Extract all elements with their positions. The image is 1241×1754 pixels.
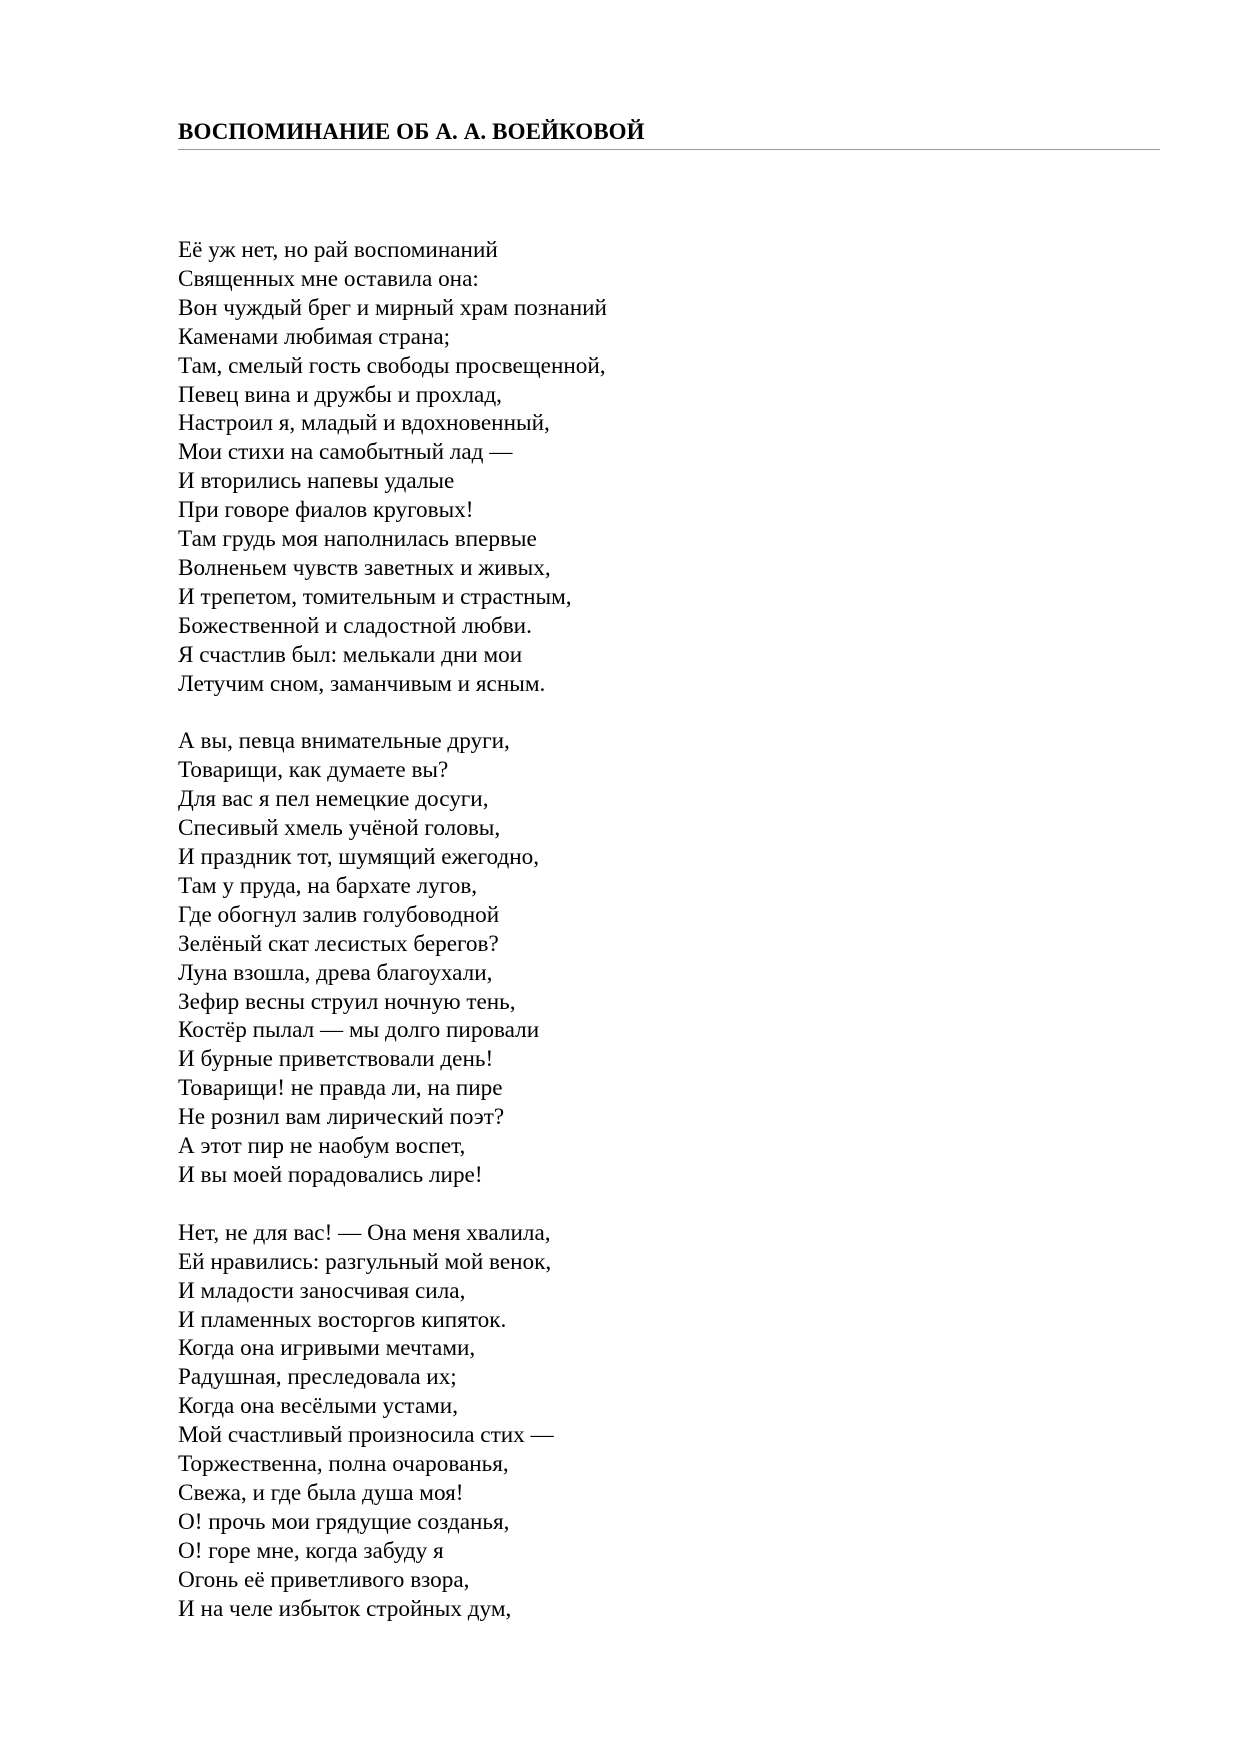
poem-line: Торжественна, полна очарованья, xyxy=(178,1451,509,1478)
poem-line: Ей нравились: разгульный мой венок, xyxy=(178,1248,552,1275)
poem-line: Товарищи! не правда ли, на пире xyxy=(178,1075,503,1102)
stanza xyxy=(178,1219,1078,1624)
poem-line: И вторились напевы удалые xyxy=(178,468,455,495)
poem-line: Когда она игривыми мечтами, xyxy=(178,1335,476,1362)
poem-line: Я счастлив был: мелькали дни мои xyxy=(178,641,523,668)
stanza xyxy=(178,236,1078,699)
poem-line: Божественной и сладостной любви. xyxy=(178,612,532,639)
poem-line: Для вас я пел немецкие досуги, xyxy=(178,786,489,813)
poem-line: А этот пир не наобум воспет, xyxy=(178,1133,466,1160)
poem-line: Настроил я, младый и вдохновенный, xyxy=(178,410,550,437)
poem-line: О! горе мне, когда забуду я xyxy=(178,1537,444,1564)
stanza xyxy=(178,727,1078,1190)
poem-line: И на челе избыток стройных дум, xyxy=(178,1595,512,1622)
poem-line: Летучим сном, заманчивым и ясным. xyxy=(178,670,546,697)
poem-line: Зелёный скат лесистых берегов? xyxy=(178,930,499,957)
poem-line: Её уж нет, но рай воспоминаний xyxy=(178,237,498,263)
poem-line: Свежа, и где была душа моя! xyxy=(178,1479,464,1506)
poem-line: И младости заносчивая сила, xyxy=(178,1277,466,1304)
poem-line: О! прочь мои грядущие созданья, xyxy=(178,1508,510,1535)
page-header xyxy=(178,117,1160,150)
poem-line: И вы моей порадовались лире! xyxy=(178,1161,483,1188)
poem-line: Каменами любимая страна; xyxy=(178,323,451,350)
poem-body xyxy=(178,236,1078,1652)
poem-line: Нет, не для вас! — Она меня хвалила, xyxy=(178,1219,551,1246)
poem-line: Там грудь моя наполнилась впервые xyxy=(178,526,537,553)
poem-line: Там, смелый гость свободы просвещенной, xyxy=(178,352,606,379)
poem-line: И праздник тот, шумящий ежегодно, xyxy=(178,844,540,871)
poem-line: Мой счастливый произносила стих — xyxy=(178,1422,554,1449)
poem-line: И бурные приветствовали день! xyxy=(178,1046,494,1073)
poem-line: Спесивый хмель учёной головы, xyxy=(178,815,501,842)
poem-line: Зефир весны струил ночную тень, xyxy=(178,988,516,1015)
poem-line: Где обогнул залив голубоводной xyxy=(178,901,500,928)
poem-line: И трепетом, томительным и страстным, xyxy=(178,583,572,610)
poem-line: А вы, певца внимательные други, xyxy=(178,728,510,755)
page-title: ВОСПОМИНАНИЕ ОБ А. А. ВОЕЙКОВОЙ xyxy=(178,119,645,144)
poem-line: Мои стихи на самобытный лад — xyxy=(178,439,513,466)
poem-line: При говоре фиалов круговых! xyxy=(178,497,474,524)
poem-line: Певец вина и дружбы и прохлад, xyxy=(178,381,502,408)
poem-line: Вон чуждый брег и мирный храм познаний xyxy=(178,294,607,321)
poem-line: Луна взошла, древа благоухали, xyxy=(178,959,493,986)
poem-line: Когда она весёлыми устами, xyxy=(178,1393,459,1420)
poem-line: Не рознил вам лирический поэт? xyxy=(178,1104,505,1131)
poem-line: И пламенных восторгов кипяток. xyxy=(178,1306,507,1333)
poem-line: Костёр пылал — мы долго пировали xyxy=(178,1017,540,1044)
poem-line: Товарищи, как думаете вы? xyxy=(178,757,449,784)
poem-line: Волненьем чувств заветных и живых, xyxy=(178,554,551,581)
poem-line: Радушная, преследовала их; xyxy=(178,1364,457,1391)
poem-line: Там у пруда, на бархате лугов, xyxy=(178,872,478,899)
poem-line: Священных мне оставила она: xyxy=(178,265,479,292)
poem-line: Огонь её приветливого взора, xyxy=(178,1566,470,1593)
